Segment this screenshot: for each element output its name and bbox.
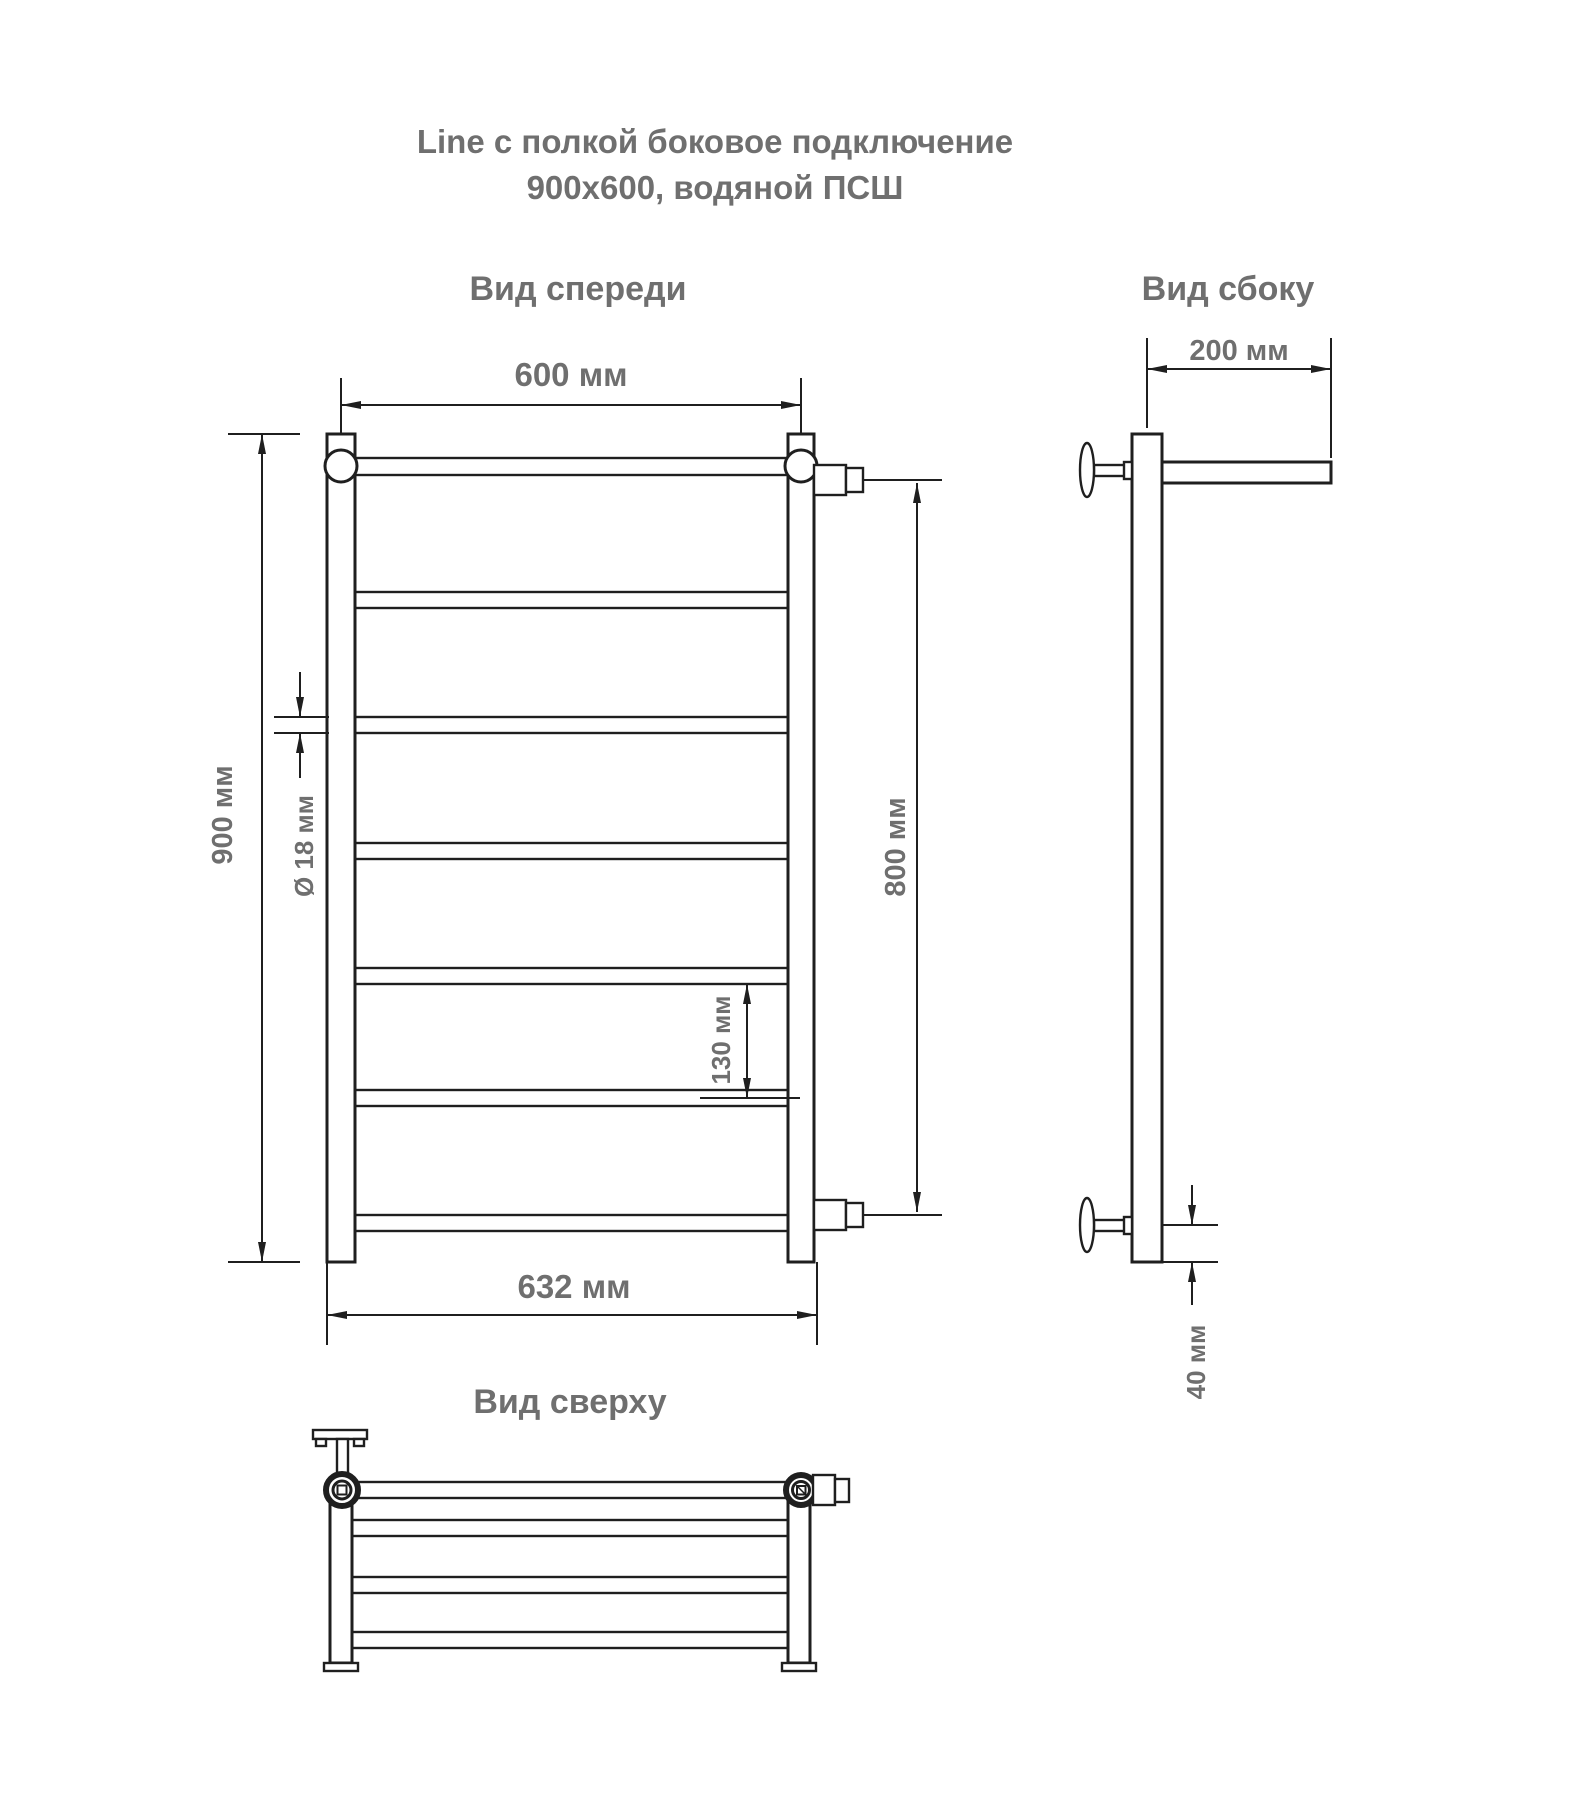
bracket-flange: [1080, 443, 1094, 497]
top-view-heading: Вид сверху: [473, 1383, 667, 1421]
shelf-bar: [352, 1577, 788, 1593]
top-wall-bracket: [313, 1430, 367, 1473]
dim-tube-diameter: [274, 672, 329, 897]
bracket-lip: [354, 1439, 364, 1446]
top-right-valve: [786, 1475, 816, 1505]
bracket-lip: [316, 1439, 326, 1446]
shelf-bar: [352, 1520, 788, 1536]
top-left-tube-cap: [324, 1663, 358, 1671]
shelf-bar: [352, 1632, 788, 1648]
dim-600mm-label: 600 мм: [514, 356, 628, 393]
stub-coupling: [846, 468, 863, 492]
dim-width-top: [341, 356, 801, 433]
bracket-pin: [1094, 465, 1126, 476]
bracket-flange: [1080, 1198, 1094, 1252]
front-view: [207, 270, 942, 1345]
stub-body: [813, 1475, 835, 1505]
front-left-post: [327, 434, 355, 1262]
rung-top-shelf-bar: [341, 458, 801, 475]
bottom-connection-stub: [814, 1200, 863, 1230]
top-front-tube: [342, 1482, 801, 1498]
dim-800mm-label: 800 мм: [880, 797, 912, 897]
dim-height-right: [863, 480, 942, 1215]
dim-width-bottom: [327, 1262, 817, 1345]
top-view: [313, 1383, 849, 1671]
side-bottom-wall-bracket: [1080, 1198, 1132, 1252]
bracket-nut: [1124, 1217, 1132, 1234]
bracket-pin: [1094, 1220, 1126, 1231]
dim-632mm-label: 632 мм: [517, 1268, 631, 1305]
bracket-nut: [1124, 462, 1132, 479]
dim-200mm-label: 200 мм: [1189, 335, 1289, 367]
rung: [355, 592, 788, 608]
side-view-heading: Вид сбоку: [1141, 270, 1315, 308]
side-top-wall-bracket: [1080, 443, 1132, 497]
stub-body: [814, 1200, 846, 1230]
bracket-stem: [337, 1439, 348, 1473]
top-connection-stub: [813, 1475, 849, 1505]
rung: [355, 1215, 788, 1231]
dim-900mm-label: 900 мм: [207, 765, 239, 865]
top-left-valve: [326, 1474, 358, 1506]
dim-18mm-label: Ø 18 мм: [289, 794, 319, 898]
dim-rung-spacing: [700, 984, 800, 1098]
left-pipe-joint: [325, 450, 357, 482]
stub-body: [814, 465, 846, 495]
side-post: [1132, 434, 1162, 1262]
dim-height-left: [207, 434, 300, 1262]
top-right-tube-cap: [782, 1663, 816, 1671]
right-pipe-joint: [785, 450, 817, 482]
drawing-title-line2: 900х600, водяной ПСШ: [526, 169, 904, 206]
top-left-side-tube: [330, 1490, 352, 1663]
rung: [355, 968, 788, 984]
rung: [355, 717, 788, 733]
front-rungs: [341, 458, 801, 1231]
side-view: [1080, 270, 1331, 1399]
dim-40mm-label: 40 мм: [1181, 1324, 1211, 1400]
top-connection-stub: [814, 465, 863, 495]
side-shelf-arm: [1162, 462, 1331, 483]
front-view-heading: Вид спереди: [469, 270, 687, 308]
top-shelf-bars: [352, 1520, 788, 1648]
rung: [355, 843, 788, 859]
top-right-side-tube: [788, 1490, 810, 1663]
dim-130mm-label: 130 мм: [706, 995, 736, 1085]
bracket-plate: [313, 1430, 367, 1439]
drawing-title-line1: Line с полкой боковое подключение: [416, 123, 1014, 160]
stub-coupling: [846, 1203, 863, 1227]
front-right-post: [788, 434, 814, 1262]
stub-coupling: [835, 1479, 849, 1502]
dim-depth: [1147, 335, 1331, 458]
